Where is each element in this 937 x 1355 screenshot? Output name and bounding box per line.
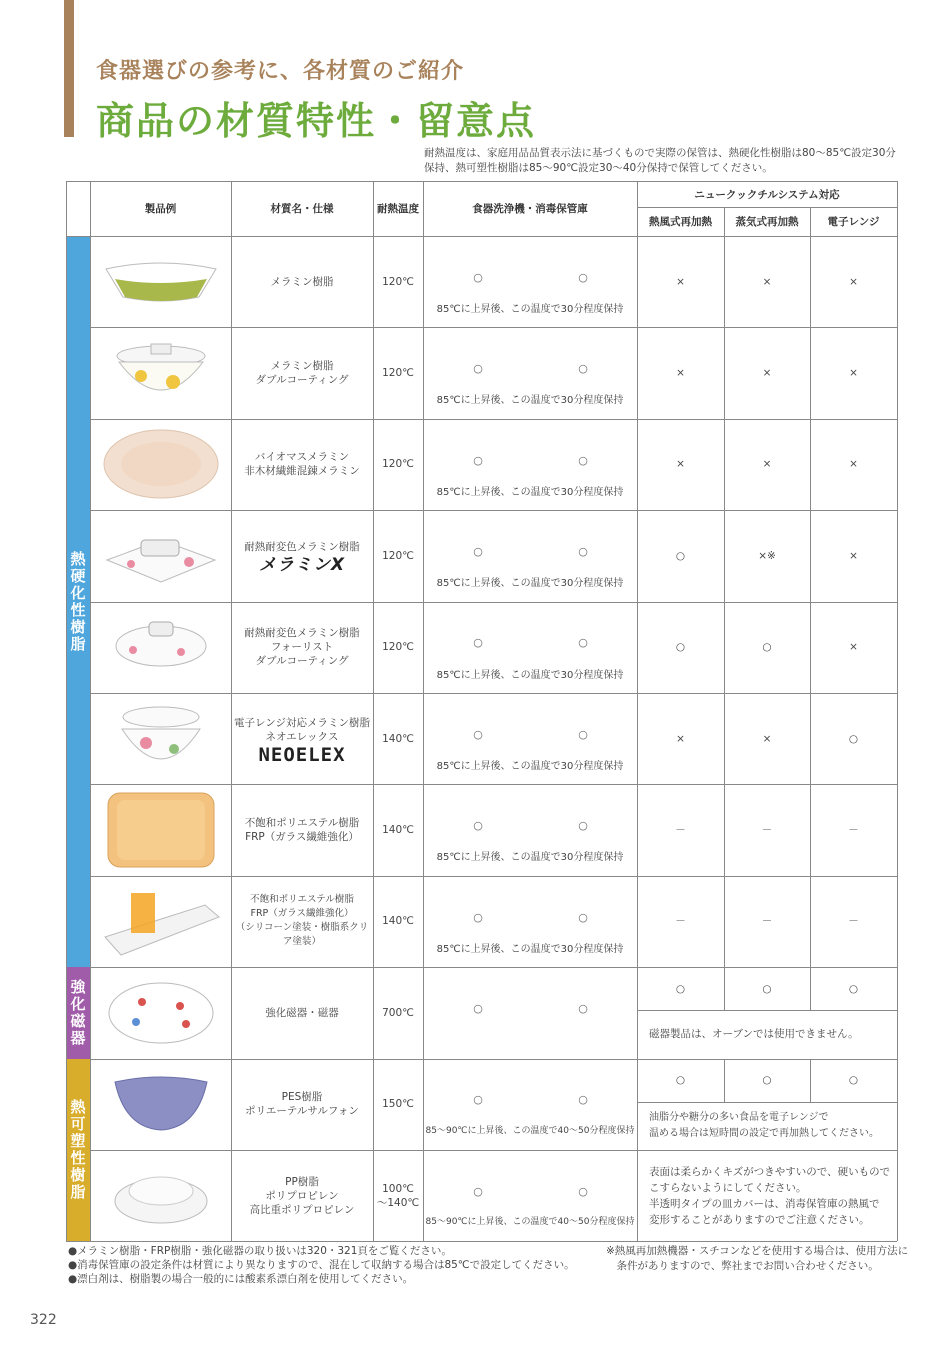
col-line (810, 967, 811, 1010)
sanitizer-symbol: ○ (578, 362, 588, 376)
material-label: PP樹脂 ポリプロピレン 高比重ポリプロピレン (249, 1175, 355, 1216)
sanitizer-symbol: ○ (578, 1093, 588, 1107)
col-line (724, 967, 725, 1010)
footnote-3: ●漂白剤は、樹脂製の場合一般的には酸素系漂白剤を使用してください。 (68, 1273, 414, 1285)
compat-c1: － (675, 824, 686, 837)
product-image (90, 1059, 231, 1150)
category-label: 熱可塑性樹脂 (70, 1097, 86, 1201)
material-label: バイオマスメラミン 非木材繊維混錬メラミン (244, 451, 360, 478)
compat-c1: ○ (675, 641, 686, 654)
wash-note: 85℃に上昇後、この温度で30分程度保持 (436, 395, 624, 407)
washer-symbol: ○ (473, 453, 483, 467)
header-material: 材質名・仕様 (270, 203, 334, 215)
heat-resistance: 120℃ (382, 367, 414, 380)
compat-c2: ×※ (758, 549, 776, 562)
compat-c3: － (848, 824, 859, 837)
heat-resistance: 140℃ (382, 915, 414, 928)
material-label: メラミン樹脂 (270, 275, 334, 288)
page-number: 322 (30, 1312, 57, 1328)
header-heat: 耐熱温度 (377, 203, 419, 215)
brand-logo: メラミンX (258, 554, 346, 575)
product-image (90, 876, 231, 967)
material-name (231, 419, 373, 510)
category-thermoset (66, 236, 90, 967)
compat-c2: － (761, 824, 773, 837)
header-hot-air: 熱風式再加熱 (649, 216, 712, 228)
heat-resistance: 150℃ (382, 1098, 414, 1111)
footnote-2: ●消毒保管庫の設定条件は材質により異なりますので、混在して収納する場合は85℃で設定してください。 (68, 1259, 575, 1271)
washer-symbol: ○ (473, 1184, 483, 1198)
material-label: PES樹脂 ポリエーテルサルフォン (245, 1091, 359, 1118)
compat-c2: ○ (762, 982, 772, 995)
washer-symbol: ○ (473, 636, 483, 650)
col-line (66, 181, 67, 1241)
wash-note: 85～90℃に上昇後、この温度で40～50分程度保持 (425, 1216, 635, 1227)
material-name (231, 1059, 373, 1150)
sanitizer-symbol: ○ (578, 636, 588, 650)
material-name (231, 967, 373, 1058)
col-line (724, 1059, 725, 1102)
col-line (423, 181, 424, 1241)
compat-c3: × (849, 549, 858, 562)
sanitizer-symbol: ○ (578, 910, 588, 924)
sanitizer-symbol: ○ (578, 727, 588, 741)
material-name (231, 236, 373, 327)
material-label: 電子レンジ対応メラミン樹脂 ネオエレックス (234, 716, 370, 743)
footnote-1: ●メラミン樹脂・FRP樹脂・強化磁器の取り扱いは320・321頁をご覧ください。 (68, 1245, 452, 1257)
material-name (231, 693, 373, 784)
material-name (231, 1150, 373, 1241)
washer-symbol: ○ (473, 270, 483, 284)
product-image (90, 236, 231, 327)
heat-note: 耐熱温度は、家庭用品品質表示法に基づくもので実際の保管は、熱硬化性樹脂は80～85℃設定30分保持、熱可塑性樹脂は85～90℃設定30～40分保持で保管してください。 (424, 147, 896, 174)
sanitizer-symbol: ○ (578, 819, 588, 833)
wash-note: 85℃に上昇後、この温度で30分程度保持 (436, 578, 624, 590)
header-wash: 食器洗浄機・消毒保管庫 (472, 203, 588, 215)
material-label: 耐熱耐変色メラミン樹脂 (244, 540, 360, 553)
compat-c2: － (761, 915, 773, 928)
compat-c1: ○ (675, 1074, 686, 1087)
cook-note: 表面は柔らかくキズがつきやすいので、硬いもので こすらないようにしてください。 半透明タイプの皿カバーは、消毒保管庫の熱風で 変形することがありますのでご注意ください。 (649, 1166, 891, 1226)
washer-symbol: ○ (473, 910, 483, 924)
material-label: 不飽和ポリエステル樹脂 FRP（ガラス繊維強化） （シリコーン塗装・樹脂系クリア塗装） (235, 894, 369, 948)
material-name (231, 327, 373, 418)
heat-resistance: 140℃ (382, 824, 414, 837)
material-label: メラミン樹脂 ダブルコーティング (255, 360, 349, 387)
material-label: 強化磁器・磁器 (265, 1006, 339, 1019)
row-line (637, 1102, 897, 1103)
product-image (90, 419, 231, 510)
heat-resistance: 140℃ (382, 732, 414, 745)
sanitizer-symbol: ○ (578, 270, 588, 284)
compat-c1: － (675, 915, 686, 928)
washer-symbol: ○ (473, 727, 483, 741)
material-name (231, 784, 373, 875)
product-image (90, 602, 231, 693)
washer-symbol: ○ (473, 544, 483, 558)
wash-note: 85～90℃に上昇後、この温度で40～50分程度保持 (425, 1125, 635, 1136)
page-title: 商品の材質特性・留意点 (96, 99, 537, 143)
washer-symbol: ○ (473, 362, 483, 376)
compat-c2: ○ (762, 1074, 772, 1087)
heat-resistance: 700℃ (382, 1006, 414, 1019)
header-example: 製品例 (144, 203, 177, 215)
category-label: 熱硬化性樹脂 (70, 549, 86, 653)
product-image (90, 967, 231, 1058)
sanitizer-symbol: ○ (578, 544, 588, 558)
heat-resistance: 120℃ (382, 458, 414, 471)
wash-note: 85℃に上昇後、この温度で30分程度保持 (436, 303, 624, 315)
wash-note: 85℃に上昇後、この温度で30分程度保持 (436, 669, 624, 681)
row-line (637, 1010, 897, 1011)
compat-c1: ○ (675, 549, 686, 562)
compat-c3: － (848, 915, 859, 928)
category-porcelain (66, 967, 90, 1058)
compat-c1: × (676, 275, 685, 288)
compat-c2: ○ (762, 641, 772, 654)
product-image (90, 1150, 231, 1241)
brand-logo: NEOELEX (258, 743, 346, 766)
compat-c3: ○ (848, 732, 859, 745)
compat-c3: × (849, 458, 858, 471)
washer-symbol: ○ (473, 819, 483, 833)
compat-c3: × (849, 367, 858, 380)
compat-c1: × (676, 732, 685, 745)
compat-c3: ○ (848, 982, 859, 995)
wash-note: 85℃に上昇後、この温度で30分程度保持 (436, 852, 624, 864)
compat-c3: ○ (848, 1074, 859, 1087)
material-name (231, 602, 373, 693)
category-label: 強化磁器 (70, 977, 86, 1047)
wash-note: 85℃に上昇後、この温度で30分程度保持 (436, 486, 624, 498)
washer-symbol: ○ (473, 1093, 483, 1107)
material-name (231, 510, 373, 601)
material-label: 不飽和ポリエステル樹脂 FRP（ガラス繊維強化） (244, 817, 360, 844)
header-steam: 蒸気式再加熱 (735, 216, 799, 228)
compat-c3: × (849, 275, 858, 288)
compat-c2: × (762, 275, 772, 288)
header-microwave: 電子レンジ (827, 216, 880, 228)
page-subtitle: 食器選びの参考に、各材質のご紹介 (96, 59, 465, 84)
cook-note: 油脂分や糖分の多い食品を電子レンジで 温める場合は短時間の設定で再加熱してください。 (649, 1111, 879, 1139)
washer-symbol: ○ (473, 1001, 483, 1015)
heat-resistance: 120℃ (382, 549, 414, 562)
compat-c3: × (849, 641, 858, 654)
heat-resistance: 120℃ (382, 275, 414, 288)
footnote-asterisk: ※熱風再加熱機器・スチコンなどを使用する場合は、使用方法に 条件がありますので、弊社までお問い合わせください。 (606, 1245, 909, 1272)
sanitizer-symbol: ○ (578, 453, 588, 467)
product-image (90, 327, 231, 418)
compat-c2: × (762, 732, 772, 745)
sanitizer-symbol: ○ (578, 1001, 588, 1015)
compat-c2: × (762, 458, 772, 471)
col-line (897, 181, 898, 1241)
sanitizer-symbol: ○ (578, 1184, 588, 1198)
accent-bar (64, 0, 74, 137)
heat-resistance: 100℃ ～140℃ (376, 1182, 420, 1209)
table-bottom (66, 1241, 897, 1242)
category-thermoplastic (66, 1059, 90, 1242)
col-line (810, 1059, 811, 1102)
compat-c1: ○ (675, 982, 686, 995)
cook-note: 磁器製品は、オーブンでは使用できません。 (649, 1028, 859, 1041)
compat-c1: × (676, 458, 685, 471)
heat-resistance: 120℃ (382, 641, 414, 654)
wash-note: 85℃に上昇後、この温度で30分程度保持 (436, 943, 624, 955)
product-image (90, 693, 231, 784)
compat-c1: × (676, 367, 685, 380)
wash-note: 85℃に上昇後、この温度で30分程度保持 (436, 760, 624, 772)
material-name (231, 876, 373, 967)
product-image (90, 510, 231, 601)
material-label: 耐熱耐変色メラミン樹脂 フォーリスト ダブルコーティング (244, 627, 360, 668)
header-newcook: ニュークックチルシステム対応 (694, 188, 840, 201)
product-image (90, 784, 231, 875)
compat-c2: × (762, 367, 772, 380)
